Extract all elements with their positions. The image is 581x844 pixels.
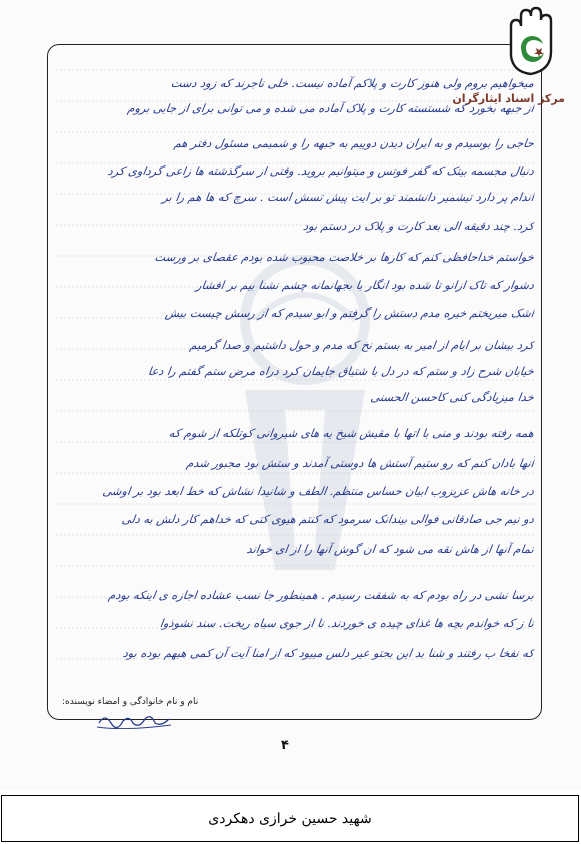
- letter-line: کرد. چند دقیقه الی بعد کارت و پلاک در دستم بود: [302, 219, 535, 233]
- letter-line: همه رفته بودند و منی با اتها با مقیش شیخ یه های شیروانی کوتلکه از شوم که: [168, 426, 535, 440]
- letter-line: برسا نشی در راه بودم که به شفقت رسیدم . همینطور جا نسب عشاده اجازه ی اینکه بودم: [107, 588, 535, 602]
- letter-line: دشوار که تاک ازانو تا شده بود انگار با بجهانمانه چشم نشنا بیم بر افشار: [195, 278, 535, 292]
- caption-box: [1, 795, 579, 842]
- page-number: ۴: [281, 738, 289, 753]
- letter-line: حاجی را بوسیدم و به ایران دیدن دوییم به جبهه را و شمیمی مسئول دفتر هم: [173, 136, 535, 150]
- letter-line: کرد بیشان بر ایام از امیر به بستم نخ که مدم و حول داشتیم و صدا گرمیم: [188, 338, 535, 352]
- letter-line: تا ز که خواندم بچه ها غذای چیده ی خوردند. نا از جوی سیاه ریخت. سند نشوذوا: [159, 616, 535, 630]
- signature-label: نام و نام خانوادگی و امضاء نویسنده:: [62, 697, 199, 707]
- letter-line: تمام آنها از هاش نقه می شود که ان گوش آنها را از ای خواند: [245, 542, 535, 556]
- letter-line: که نفخا ب رفتند و شنا بد این بحتو عیر دلس مییود که از امنا آیت آن کمی هبهم بوده بود: [121, 646, 535, 660]
- logo-caption: مرکز اسناد ایثارگران: [452, 92, 565, 105]
- letter-line: میخواهیم بروم ولی هنوز کارت و پلاکم آماده نیست. خلی ناجرند که زود دست: [169, 76, 535, 90]
- letter-line: اندام پر دارد تیشمیر دانشمند تو بر ایت پیش تسش است . سرچ که ها هم را بر: [161, 190, 535, 204]
- letter-line: خدا میزیادگی کنی کاحسن الحسنی: [369, 390, 535, 404]
- letter-line: از جبهه بخورد که شستسته کارت و پلاک آماده می شده و می توانی برای از جایی بروم: [126, 101, 535, 115]
- handwritten-signature: [95, 711, 173, 731]
- letter-line: خواستم خداحافظی کنم که کارها بر خلاصت محبوب شده بودم عقصای بر ورست: [153, 250, 535, 264]
- hand-crescent-logo-icon: [499, 6, 561, 78]
- letter-line: خیابان شرح زاد و ستم که در دل با شتیاق جایمان کرد دراه مرض ستم گفتم را دعا: [147, 364, 535, 378]
- letter-line: دو نیم جی صادقانی فوالی بیندانک سرمود که کنتم هیوی کتی که خداهم کار دلش به دلی: [121, 512, 535, 526]
- letter-line: اشک میریختم خیره مدم دستش را گرفتم و ابو سیدم که از رسش چیست بیش: [164, 306, 535, 320]
- letter-line: دنبال مجسمه بیتک که گفر فوتس و میتوانیم بروید. وقتی از سرگذشته ها زاعی گرداوی کرد: [106, 164, 535, 178]
- letter-line: آنها بادان کنم که رو ستیم آستش ها دوستی آمدند و ستش بود مجبور شدم: [185, 456, 535, 470]
- letter-line: در خانه هاش عزیزوب ابیان حساس منتظم. الطف و شانیدا نشاش که خط ابعد بود بر اوشی: [101, 484, 535, 498]
- caption-title: شهید حسین خرازی دهکردی: [208, 810, 372, 827]
